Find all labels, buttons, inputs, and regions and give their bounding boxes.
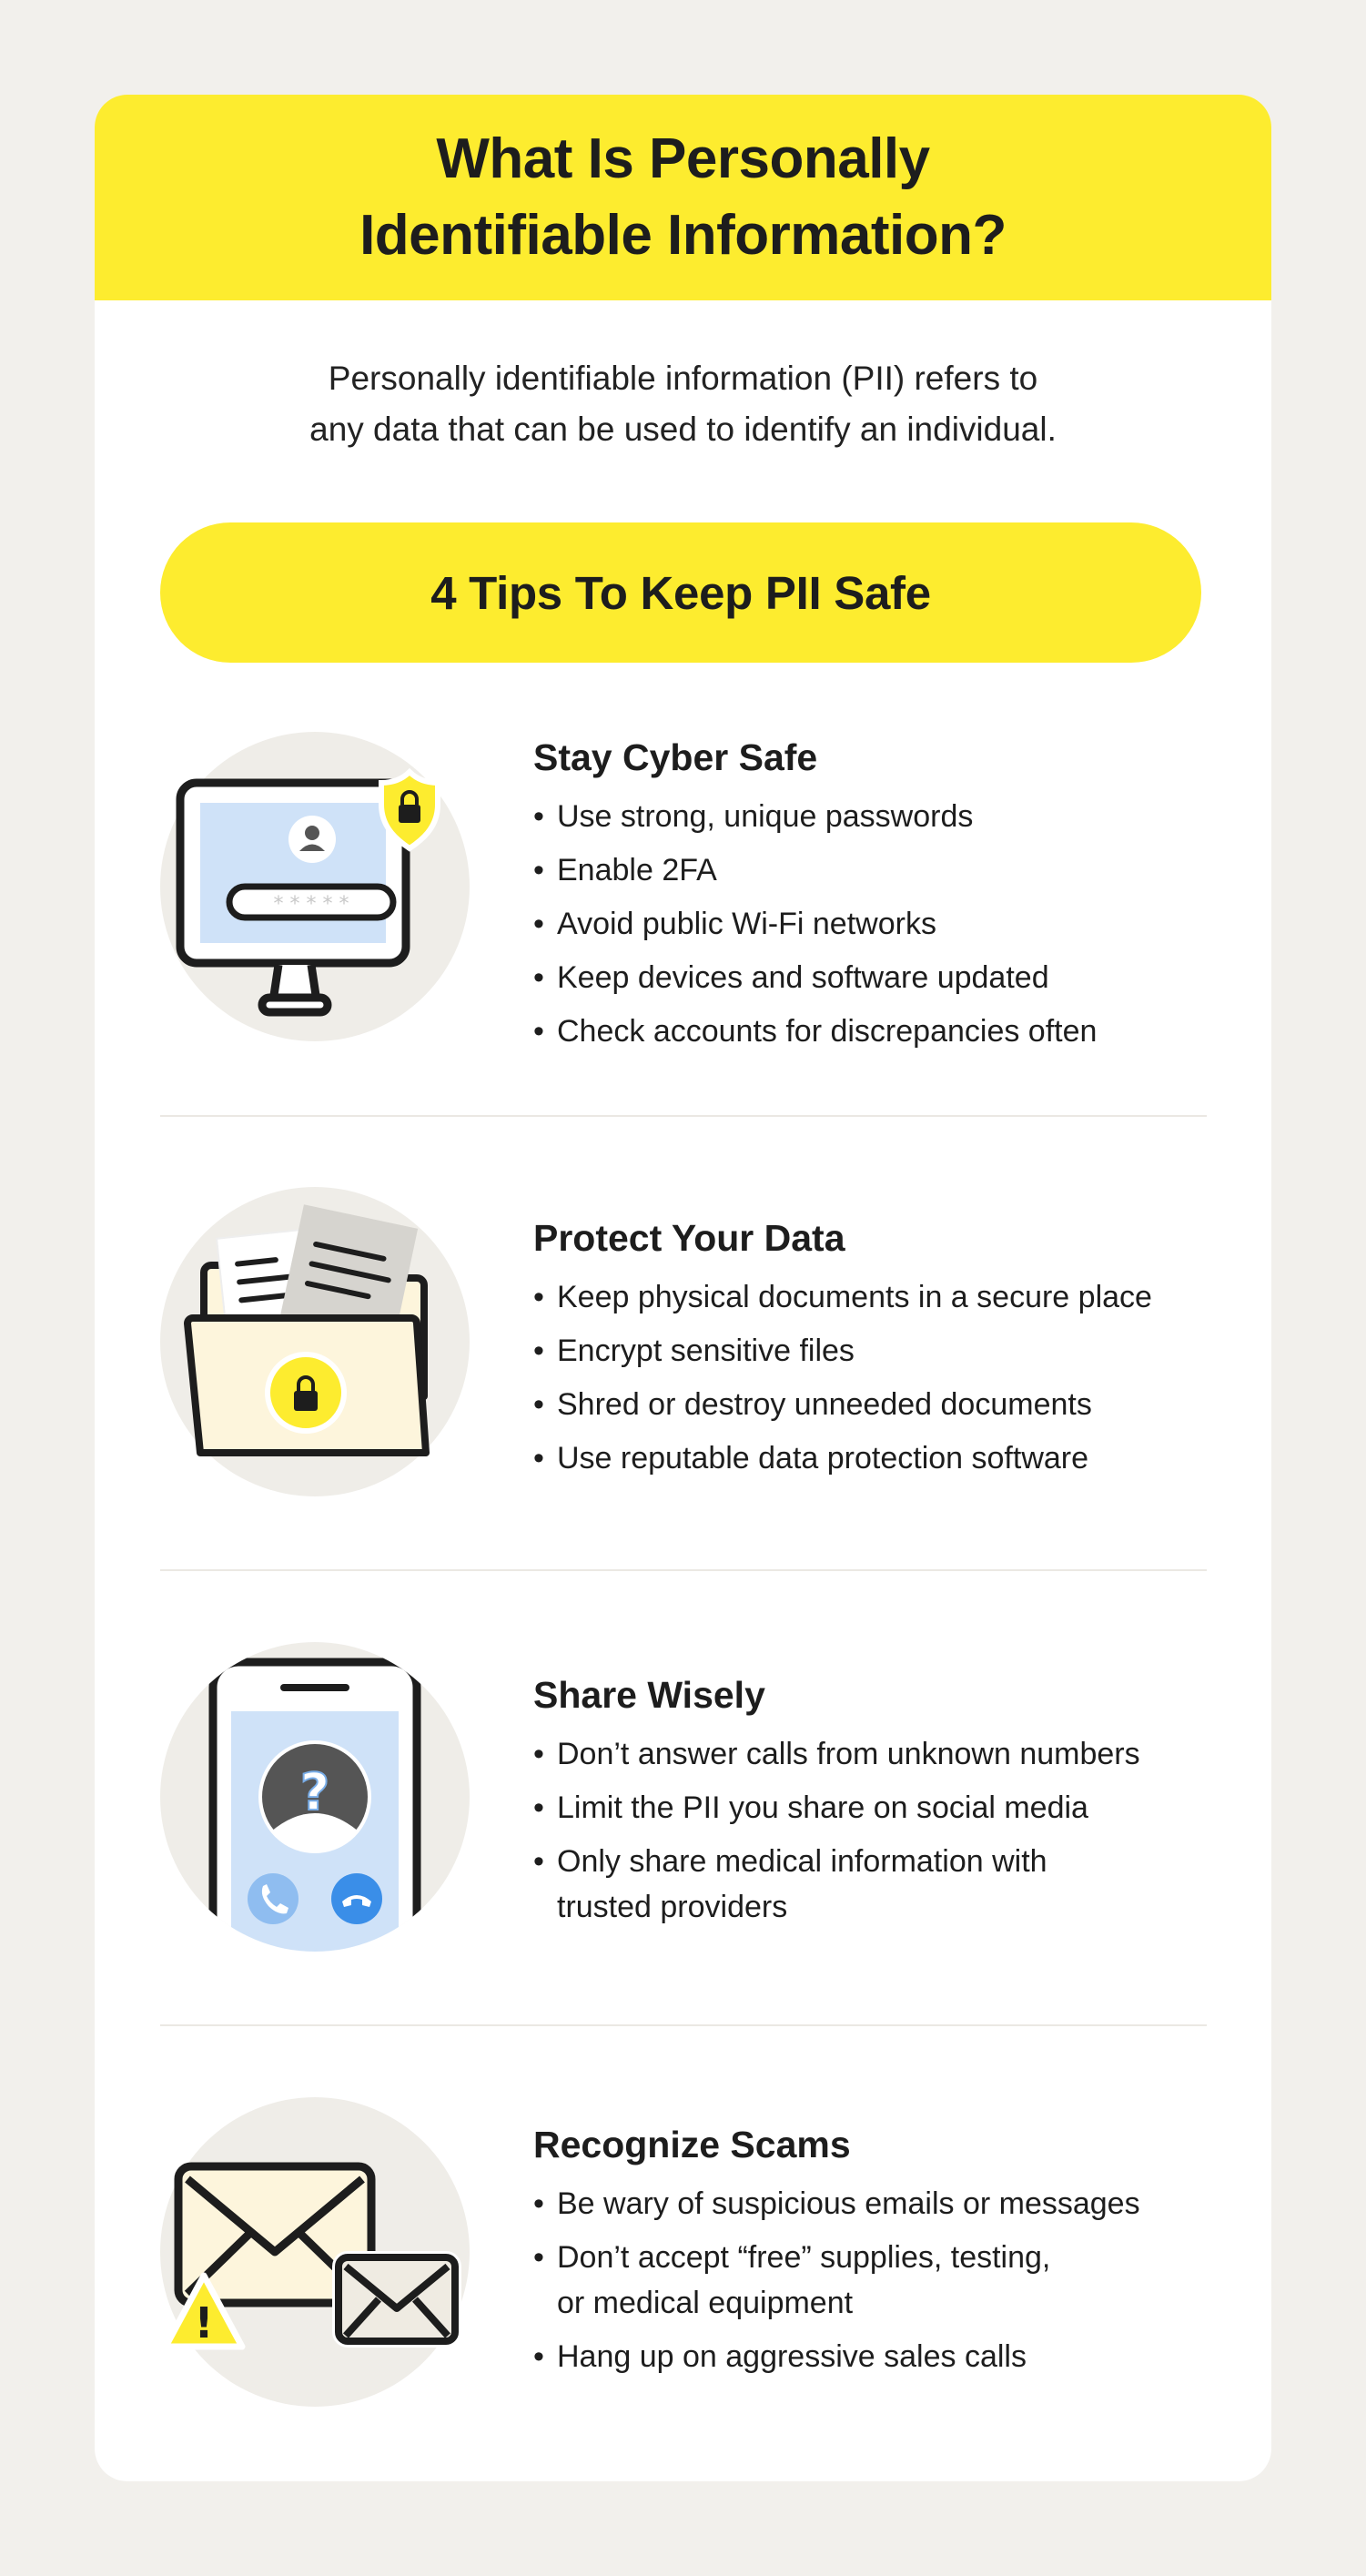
title-banner	[95, 95, 1271, 300]
list-item: • Use strong, unique passwords	[533, 794, 1216, 839]
list-item: • Use reputable data protection software	[533, 1435, 1216, 1481]
list-item-continuation: trusted providers	[557, 1890, 788, 1924]
monitor-login-icon	[160, 732, 470, 1041]
tip-text	[533, 1669, 1216, 1938]
list-item: • Keep devices and software updated	[533, 955, 1216, 1000]
page-title-line-1: What Is Personally	[436, 127, 930, 190]
intro-line-1: Personally identifiable information (PII) refers to	[328, 360, 1038, 397]
list-item: • Only share medical information with	[533, 1839, 1216, 1884]
tip-list	[533, 2181, 1216, 2379]
warning-envelope-icon	[160, 2097, 470, 2407]
tip-text	[533, 732, 1216, 1062]
list-item: • Don’t accept “free” supplies, testing,	[533, 2235, 1216, 2280]
list-item: • Shred or destroy unneeded documents	[533, 1382, 1216, 1427]
tip-text	[533, 1212, 1216, 1489]
list-item: • Avoid public Wi-Fi networks	[533, 901, 1216, 947]
list-item: • Hang up on aggressive sales calls	[533, 2334, 1216, 2379]
tip-text	[533, 2119, 1216, 2388]
intro-line-2: any data that can be used to identify an individual.	[309, 411, 1057, 448]
unknown-caller-phone-icon	[160, 1642, 470, 1952]
tip-title: Recognize Scams	[533, 2124, 851, 2165]
section-divider	[160, 2024, 1207, 2026]
page-title	[274, 121, 1093, 274]
list-item: • Enable 2FA	[533, 847, 1216, 893]
section-divider	[160, 1569, 1207, 1571]
tip-list	[533, 1731, 1216, 1930]
password-mask-text: * * * * *	[273, 893, 349, 916]
infographic-card	[95, 95, 1271, 2481]
tip-list	[533, 794, 1216, 1054]
tip-title: Protect Your Data	[533, 1217, 845, 1259]
unknown-caller-mark: ?	[299, 1763, 330, 1822]
list-item: • Be wary of suspicious emails or messages	[533, 2181, 1216, 2226]
tips-heading-pill	[160, 522, 1201, 663]
tip-title: Stay Cyber Safe	[533, 736, 818, 778]
locked-folder-icon	[160, 1187, 470, 1496]
page-title-line-2: Identifiable Information?	[359, 204, 1007, 267]
list-item: • Limit the PII you share on social media	[533, 1785, 1216, 1831]
list-item-continuation: or medical equipment	[557, 2286, 854, 2320]
list-item: • Check accounts for discrepancies often	[533, 1009, 1216, 1054]
warning-mark: !	[194, 2298, 214, 2348]
list-item: • Don’t answer calls from unknown numbers	[533, 1731, 1216, 1777]
tips-heading: 4 Tips To Keep PII Safe	[430, 566, 931, 619]
tip-list	[533, 1274, 1216, 1481]
list-item: • Encrypt sensitive files	[533, 1328, 1216, 1374]
intro-paragraph	[95, 353, 1271, 455]
tip-title: Share Wisely	[533, 1674, 765, 1716]
list-item: • Keep physical documents in a secure place	[533, 1274, 1216, 1320]
section-divider	[160, 1115, 1207, 1117]
